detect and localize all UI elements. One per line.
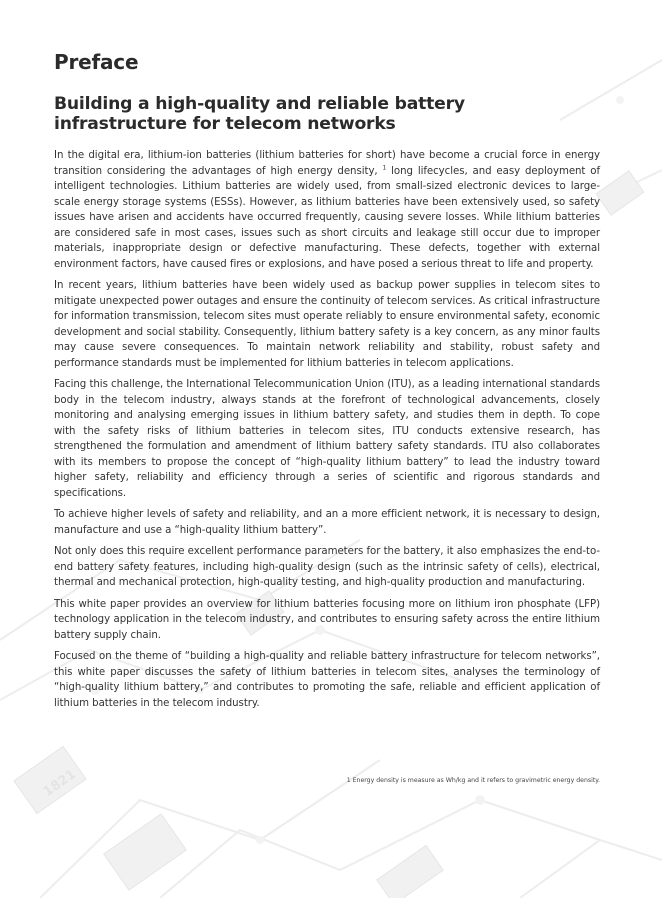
footnote: 1 Energy density is measure as Wh/kg and it refers to gravimetric energy density. bbox=[346, 777, 600, 784]
paragraph-4: To achieve higher levels of safety and reliability, and an a more efficient network, it is necessary to design, manufacture and use a “high-quality lithium battery”. bbox=[54, 509, 600, 536]
paragraph-5: Not only does this require excellent performance parameters for the battery, it also emphasizes the end-to-end battery safety features, including high-quality design (such as the intrinsic safety of cells), electrical, thermal and mechanical protection, high-quality testing, and high-quality production and manufacturing. bbox=[54, 546, 600, 588]
chip-label: 1821 bbox=[40, 766, 79, 800]
paragraph-2: In recent years, lithium batteries have been widely used as backup power supplies in telecom sites to mitigate unexpected power outages and ensure the continuity of telecom services. As critical infrastructure for information transmission, telecom sites must operate reliably to ensure environmental safety, economic development and social stability. Consequently, lithium battery safety is a key concern, as any minor faults may cause severe consequences. To maintain network reliability and stability, robust safety and performance standards must be implemented for lithium batteries in telecom applications. bbox=[54, 280, 600, 369]
paragraph-1 bbox=[54, 148, 600, 272]
body-text bbox=[54, 148, 600, 711]
paragraph-7: Focused on the theme of “building a high-quality and reliable battery infrastructure for telecom networks”, this white paper discusses the safety of lithium batteries in telecom sites, analyses the terminology of “high-quality lithium battery,” and contributes to promoting the safe, reliable and efficient application of lithium batteries in the telecom industry. bbox=[54, 651, 600, 709]
page-title: Preface bbox=[54, 50, 139, 74]
paragraph-6: This white paper provides an overview for lithium batteries focusing more on lithium iron phosphate (LFP) technology application in the telecom industry, and contributes to ensuring safety across the entire lithium battery supply chain. bbox=[54, 598, 600, 641]
footnote-marker: 1 bbox=[382, 164, 387, 172]
paragraph-1-part-1: In the digital era, lithium-ion batteries (lithium batteries for short) have become a crucial force in energy transition considering the advantages of high energy density, bbox=[54, 150, 600, 177]
paragraph-1-part-2: long lifecycles, and easy deployment of intelligent technologies. Lithium batteries are widely used, from small-sized electronic devices to large-scale energy storage systems (ESSs). However, as lithium batteries have been extensively used, so safety issues have arisen and accidents have occurred frequently, causing severe losses. While lithium batteries are considered safe in most cases, issues such as short circuits and leakage still occur due to improper materials, inappropriate design or defective manufacturing. These defects, together with external environment factors, have caused fires or explosions, and have posed a serious threat to life and property. bbox=[54, 165, 600, 270]
paragraph-3: Facing this challenge, the International Telecommunication Union (ITU), as a leading international standards body in the telecom industry, always stands at the forefront of technological advancements, closely monitoring and analysing emerging issues in lithium battery safety, and studies them in depth. To cope with the safety risks of lithium batteries in telecom sites, ITU conducts extensive research, has strengthened the formulation and amendment of lithium battery safety standards. ITU also collaborates with its members to propose the concept of “high-quality lithium battery” to lead the industry toward higher safety, reliability and efficiency through a series of scientific and rigorous standards and specifications. bbox=[54, 379, 600, 499]
section-subtitle: Building a high-quality and reliable battery infrastructure for telecom networks bbox=[54, 94, 465, 134]
preface-content bbox=[54, 46, 600, 717]
